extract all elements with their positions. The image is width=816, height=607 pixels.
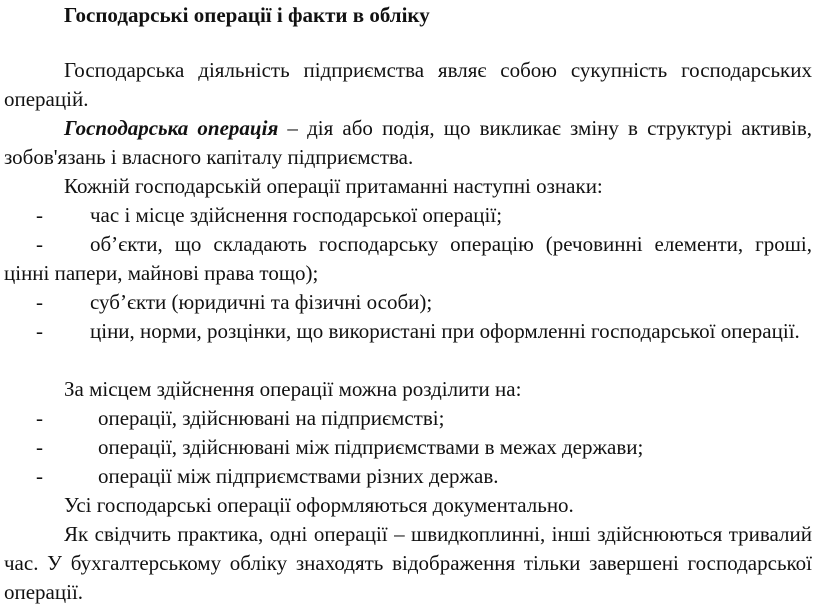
features-intro: Кожній господарській операції притаманні наступні ознаки: [64, 174, 603, 198]
list-item-text: час і місце здійснення господарської операції; [90, 203, 503, 227]
bullet-dash: - [36, 406, 43, 430]
list-item-text: операції, здійснювані між підприємствами в межах держави; [98, 435, 644, 459]
bullet-dash: - [36, 435, 43, 459]
place-intro: За місцем здійснення операції можна розділити на: [64, 377, 522, 401]
list-item-text: суб’єкти (юридичні та фізичні особи); [90, 290, 433, 314]
list-item [4, 317, 812, 346]
list-item [4, 462, 812, 491]
paragraph-activity: Господарська діяльність підприємства являє собою сукупність господарських операцій. [4, 58, 812, 111]
list-item-text: ціни, норми, розцінки, що використані при оформленні господарської операції. [90, 319, 800, 343]
list-item [4, 201, 812, 230]
definition-text: – дія або подія, що викликає зміну в структурі активів, зобов'язань і власного капіталу підприємства. [4, 116, 812, 169]
paragraph-practice: Як свідчить практика, одні операції – швидкоплинні, інші здійснюються тривалий час. У бухгалтерському обліку знаходять відображення тільки завершені господарської операції. [4, 522, 812, 604]
bullet-dash: - [36, 203, 43, 227]
document-title: Господарські операції і факти в обліку [64, 3, 430, 27]
paragraph-definition [4, 114, 812, 172]
paragraph-documented: Усі господарські операції оформляються документально. [64, 493, 574, 517]
list-item [4, 288, 812, 317]
list-item [4, 404, 812, 433]
list-item [4, 433, 812, 462]
list-item [4, 230, 812, 288]
bullet-dash: - [36, 464, 43, 488]
term-economic-operation: Господарська операція [64, 116, 279, 140]
list-item-text: об’єкти, що складають господарську операцію (речовинні елементи, гроші, цінні папери, майнові права тощо); [4, 232, 812, 285]
bullet-dash: - [36, 290, 43, 314]
list-item-text: операції між підприємствами різних держав. [98, 464, 499, 488]
bullet-dash: - [36, 232, 43, 256]
bullet-dash: - [36, 319, 43, 343]
list-item-text: операції, здійснювані на підприємстві; [98, 406, 445, 430]
